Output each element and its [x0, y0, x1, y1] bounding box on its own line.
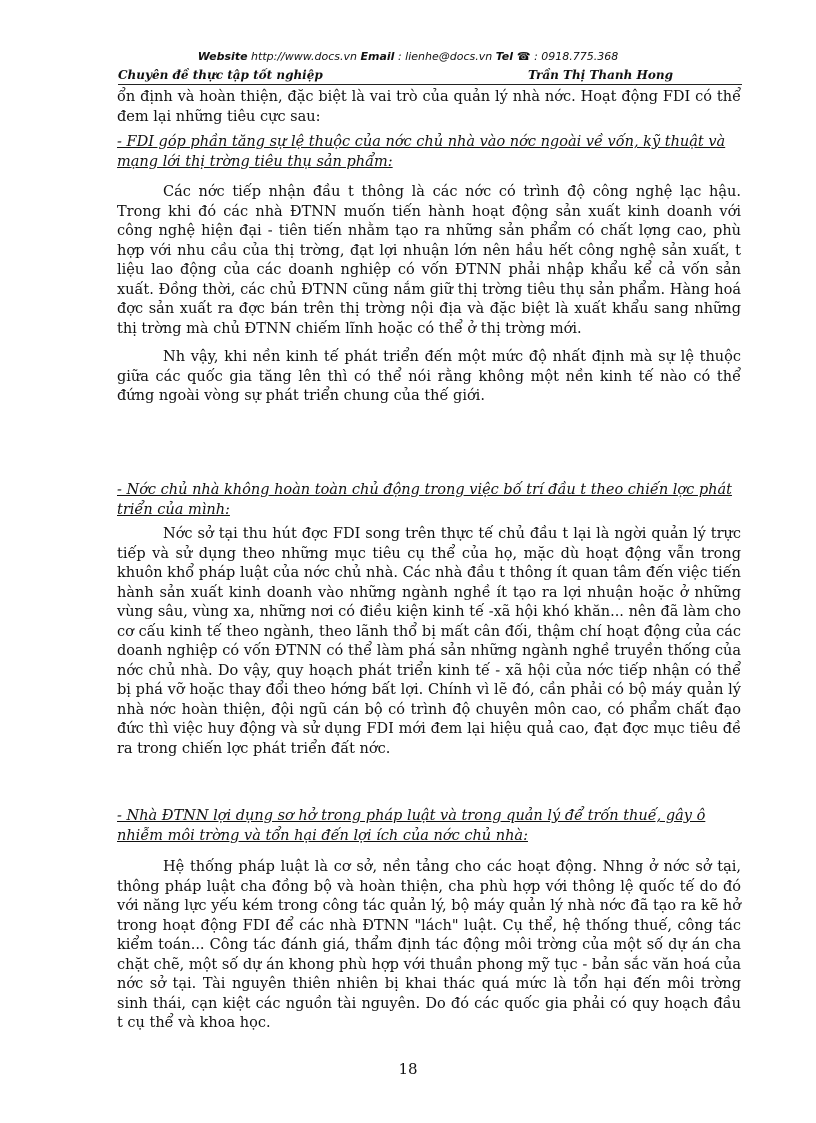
section3-body: [117, 858, 741, 1034]
section1-heading: - FDI góp phần tăng sự lệ thuộc của nớc chủ nhà vào nớc ngoài về vốn, kỹ thuật và mạng lới thị trờng tiêu thụ sản phẩm:: [117, 134, 726, 170]
website-url[interactable]: http://www.docs.vn: [251, 50, 357, 63]
section2-heading: - Nớc chủ nhà không hoàn toàn chủ động trong việc bố trí đầu t theo chiến lợc phát triển của mình:: [117, 482, 732, 518]
section3-paragraph-1: Hệ thống pháp luật là cơ sở, nền tảng cho các hoạt động. Nhng ở nớc sở tại, thông pháp luật cha đồng bộ và hoàn thiện, cha phù hợp với thông lệ quốc tế do đó với năng lực yếu kém trong công tác quản lý, bộ máy quản lý nhà nớc đã tạo ra kẽ hở trong hoạt động FDI để các nhà ĐTNN "lách" luật. Cụ thể, hệ thống thuế, công tác kiểm toán... Công tác đánh giá, thẩm định tác động môi trờng của một số dự án cha chặt chẽ, một số dự án khong phù hợp với thuần phong mỹ tục - bản sắc văn hoá của nớc sở tại. Tài nguyên thiên nhiên bị khai thác quá mức là tổn hại đến môi trờng sinh thái, cạn kiệt các nguồn tài nguyên. Do đó các quốc gia phải có quy hoạch đầu t cụ thể và khoa học.: [117, 859, 741, 1031]
section1-paragraph-1: Các nớc tiếp nhận đầu t thông là các nớc có trình độ công nghệ lạc hậu. Trong khi đó các nhà ĐTNN muốn tiến hành hoạt động sản xuất kinh doanh với công nghệ hiện đại - tiên tiến nhằm tạo ra những sản phẩm có chất lợng cao, phù hợp với nhu cầu của thị trờng, đạt lợi nhuận lớn nên hầu hết công nghệ sản xuất, t liệu lao động của các doanh nghiệp có vốn ĐTNN phải nhập khẩu kể cả vốn sản xuất. Đồng thời, các chủ ĐTNN cũng nắm giữ thị trờng tiêu thụ sản phẩm. Hàng hoá đợc sản xuất ra đợc bán trên thị trờng nội địa và đặc biệt là xuất khẩu sang những thị trờng mà chủ ĐTNN chiếm lĩnh hoặc có thể ở thị trờng mới.: [117, 184, 741, 337]
section2-paragraph-1: Nớc sở tại thu hút đợc FDI song trên thực tế chủ đầu t lại là ngời quản lý trực tiếp và sử dụng theo những mục tiêu cụ thể của họ, mặc dù hoạt động vẫn trong khuôn khổ pháp luật của nớc chủ nhà. Các nhà đầu t thông ít quan tâm đến việc tiến hành sản xuất kinh doanh vào những ngành nghề ít tạo ra lợi nhuận hoặc ở những vùng sâu, vùng xa, những nơi có điều kiện kinh tế -xã hội khó khăn... nên đã làm cho cơ cấu kinh tế theo ngành, theo lãnh thổ bị mất cân đối, thậm chí hoạt động của các doanh nghiệp có vốn ĐTNN có thể làm phá sản những ngành nghề truyền thống của nớc chủ nhà. Do vậy, quy hoạch phát triển kinh tế - xã hội của nớc tiếp nhận có thể bị phá vỡ hoặc thay đổi theo hớng bất lợi. Chính vì lẽ đó, cần phải có bộ máy quản lý nhà nớc hoàn thiện, đội ngũ cán bộ có trình độ chuyên môn cao, có phẩm chất đạo đức thì việc huy động và sử dụng FDI mới đem lại hiệu quả cao, đạt đợc mục tiêu đề ra trong chiến lợc phát triển đất nớc.: [117, 526, 741, 757]
section1-paragraph-2: Nh vậy, khi nền kinh tế phát triển đến một mức độ nhất định mà sự lệ thuộc giữa các quốc gia tăng lên thì có thể nói rằng không một nền kinh tế nào có thể đứng ngoài vòng sự phát triển chung của thế giới.: [117, 349, 741, 404]
tel-label: Tel ☎: [495, 50, 531, 63]
header-topic: Chuyên đề thực tập tốt nghiệp: [118, 68, 323, 82]
running-header: [118, 68, 742, 85]
website-label: Website: [197, 50, 248, 63]
website-contact-line: [0, 50, 816, 63]
email-label: Email: [360, 50, 395, 63]
page-number: 18: [398, 1060, 418, 1078]
tel-value: : 0918.775.368: [534, 50, 619, 63]
section1-body: [117, 183, 741, 407]
header-author: Trần Thị Thanh Hong: [528, 68, 673, 82]
section2-body: [117, 525, 741, 759]
email-value[interactable]: : lienhe@docs.vn: [397, 50, 493, 63]
intro-paragraph: ổn định và hoàn thiện, đặc biệt là vai trò của quản lý nhà nớc. Hoạt động FDI có thể đem lại những tiêu cực sau:: [117, 89, 741, 125]
intro-paragraph-block: [117, 88, 741, 127]
section3-heading: - Nhà ĐTNN lợi dụng sơ hở trong pháp luật và trong quản lý để trốn thuế, gây ô nhiễm môi trờng và tổn hại đến lợi ích của nớc chủ nhà:: [117, 808, 706, 844]
